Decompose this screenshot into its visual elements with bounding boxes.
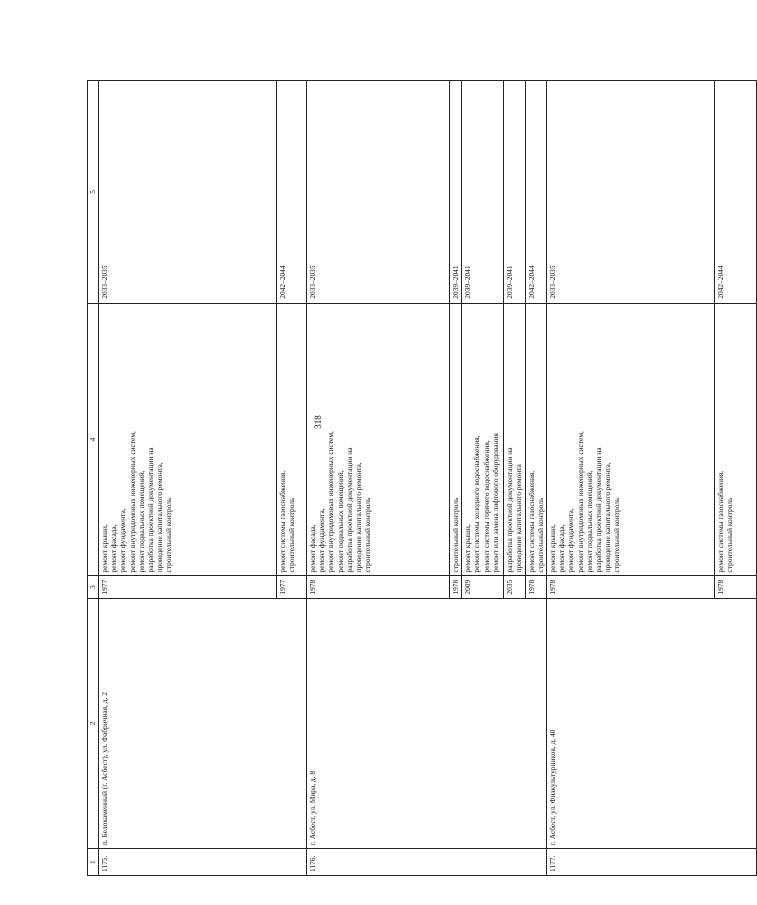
work-item: ремонт крыши,: [463, 524, 473, 573]
works-cell: [450, 303, 462, 576]
work-item: строительный контроль: [451, 497, 460, 573]
work-item: разработка проектной документации на: [594, 447, 604, 573]
row-number: 1176.: [307, 849, 547, 876]
page-number: 318: [313, 415, 323, 429]
work-item: проведение капитального ремонта,: [155, 462, 165, 573]
work-item: строительный контроль: [287, 497, 297, 573]
period-cell: 2033–2035: [307, 81, 450, 304]
work-item: ремонт системы холодного водоснабжения,: [472, 435, 482, 573]
table-body: [99, 81, 757, 876]
work-item: строительный контроль: [363, 497, 373, 573]
work-item: ремонт подвальных помещений,: [584, 470, 594, 573]
year-cell: 1978: [547, 576, 715, 598]
column-header: 3: [88, 576, 99, 598]
column-header: 2: [88, 598, 99, 849]
works-cell: [277, 303, 307, 576]
work-item: ремонт или замена лифтового оборудования: [490, 433, 500, 573]
work-item: ремонт системы газоснабжения,: [716, 470, 726, 573]
works-cell: [307, 303, 450, 576]
work-item: ремонт фундамента,: [566, 508, 576, 573]
work-item: ремонт фасада,: [109, 524, 119, 573]
work-item: ремонт подвальных помещений,: [335, 470, 345, 573]
row-number: 1177.: [547, 849, 757, 876]
work-item: ремонт крыши,: [100, 524, 109, 573]
repair-schedule-table: [87, 80, 757, 876]
work-item: строительный контроль: [535, 497, 545, 573]
work-item: строительный контроль: [612, 497, 622, 573]
period-cell: 2042–2044: [525, 81, 546, 304]
works-cell: [715, 303, 757, 576]
building-address: г. Асбест, ул. Мира, д. 8: [307, 598, 547, 849]
work-item: строительный контроль: [164, 497, 174, 573]
period-cell: 2039–2041: [462, 81, 504, 304]
work-item: ремонт крыши,: [548, 524, 558, 573]
work-item: разработка проектной документации на: [344, 447, 354, 573]
period-cell: 2039–2041: [450, 81, 462, 304]
column-header: 1: [88, 849, 99, 876]
year-cell: 1978: [525, 576, 546, 598]
building-address: г. Асбест, ул. Физкультурников, д. 40: [547, 598, 757, 849]
works-cell: [547, 303, 715, 576]
work-item: ремонт фасада,: [308, 524, 317, 573]
work-item: проведение капитального ремонта: [514, 464, 524, 573]
work-item: ремонт фундамента,: [118, 508, 128, 573]
year-cell: 2009: [462, 576, 504, 598]
table-row: [99, 81, 277, 876]
building-address: п. Белокаменный (г. Асбест), ул. Фабричная, д. 2: [99, 598, 307, 849]
period-cell: 2039–2041: [504, 81, 525, 304]
works-cell: [504, 303, 525, 576]
period-cell: 2033–2035: [547, 81, 715, 304]
column-header: 5: [88, 81, 99, 304]
header-row: [88, 81, 99, 876]
works-cell: [462, 303, 504, 576]
table-wrapper: [87, 80, 735, 876]
work-item: проведение капитального ремонта,: [354, 462, 364, 573]
year-cell: 2035: [504, 576, 525, 598]
year-cell: 1977: [99, 576, 277, 598]
work-item: ремонт системы газоснабжения,: [278, 470, 287, 573]
work-item: ремонт внутридомовых инженерных систем,: [127, 431, 137, 573]
work-item: разработка проектной документации на: [146, 447, 156, 573]
period-cell: 2042–2044: [715, 81, 757, 304]
table-row: [547, 81, 715, 876]
work-item: ремонт подвальных помещений,: [136, 470, 146, 573]
work-item: ремонт внутридомовых инженерных систем,: [326, 431, 336, 573]
table-row: [307, 81, 450, 876]
work-item: ремонт внутридомовых инженерных систем,: [575, 431, 585, 573]
works-cell: [525, 303, 546, 576]
work-item: разработка проектной документации на: [505, 447, 515, 573]
work-item: ремонт фасада,: [557, 524, 567, 573]
column-header: 4: [88, 303, 99, 576]
year-cell: 1978: [307, 576, 450, 598]
work-item: проведение капитального ремонта,: [603, 462, 613, 573]
work-item: ремонт фундамента,: [317, 508, 327, 573]
works-cell: [99, 303, 277, 576]
work-item: строительный контроль: [725, 497, 735, 573]
year-cell: 1978: [450, 576, 462, 598]
work-item: ремонт системы горячего водоснабжения,: [481, 440, 491, 573]
period-cell: 2033–2035: [99, 81, 277, 304]
period-cell: 2042–2044: [277, 81, 307, 304]
row-number: 1175.: [99, 849, 307, 876]
year-cell: 1978: [715, 576, 757, 598]
work-item: ремонт системы газоснабжения,: [526, 470, 536, 573]
year-cell: 1977: [277, 576, 307, 598]
